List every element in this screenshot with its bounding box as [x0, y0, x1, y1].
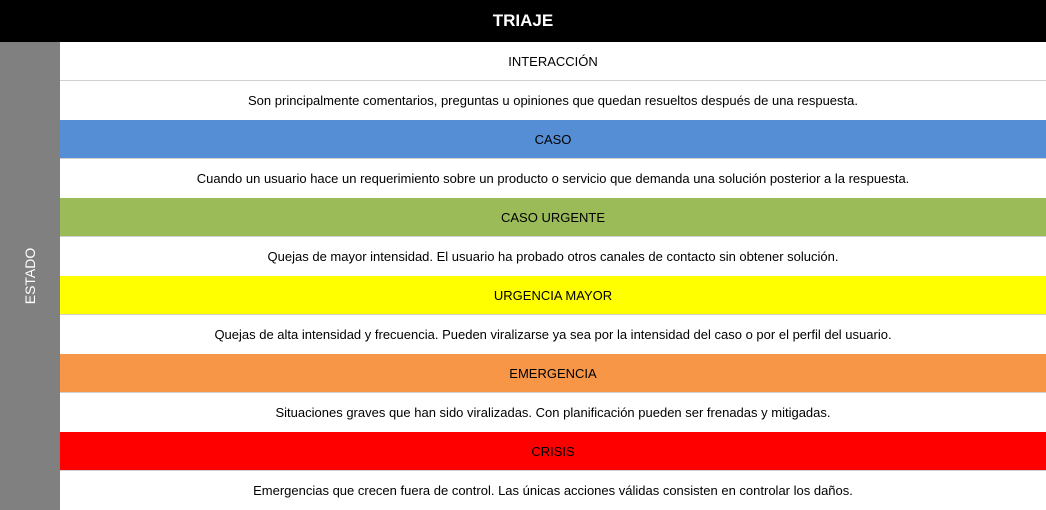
side-label: ESTADO	[22, 247, 38, 305]
side-column	[0, 42, 60, 510]
level-header-emergencia: EMERGENCIA	[60, 354, 1046, 393]
level-description-crisis: Emergencias que crecen fuera de control. Las únicas acciones válidas consisten en controlar los daños.	[60, 471, 1046, 510]
level-header-interaccion: INTERACCIÓN	[60, 42, 1046, 81]
level-description-emergencia: Situaciones graves que han sido viralizadas. Con planificación pueden ser frenadas y mitigadas.	[60, 393, 1046, 432]
level-description-interaccion: Son principalmente comentarios, preguntas u opiniones que quedan resueltos después de una respuesta.	[60, 81, 1046, 120]
level-header-urgencia-mayor: URGENCIA MAYOR	[60, 276, 1046, 315]
level-header-crisis: CRISIS	[60, 432, 1046, 471]
level-description-caso: Cuando un usuario hace un requerimiento sobre un producto o servicio que demanda una solución posterior a la respuesta.	[60, 159, 1046, 198]
level-header-caso: CASO	[60, 120, 1046, 159]
level-header-caso-urgente: CASO URGENTE	[60, 198, 1046, 237]
table-title: TRIAJE	[0, 0, 1046, 42]
level-description-urgencia-mayor: Quejas de alta intensidad y frecuencia. Pueden viralizarse ya sea por la intensidad del caso o por el perfil del usuario.	[60, 315, 1046, 354]
levels-list	[60, 42, 1046, 510]
level-description-caso-urgente: Quejas de mayor intensidad. El usuario ha probado otros canales de contacto sin obtener solución.	[60, 237, 1046, 276]
